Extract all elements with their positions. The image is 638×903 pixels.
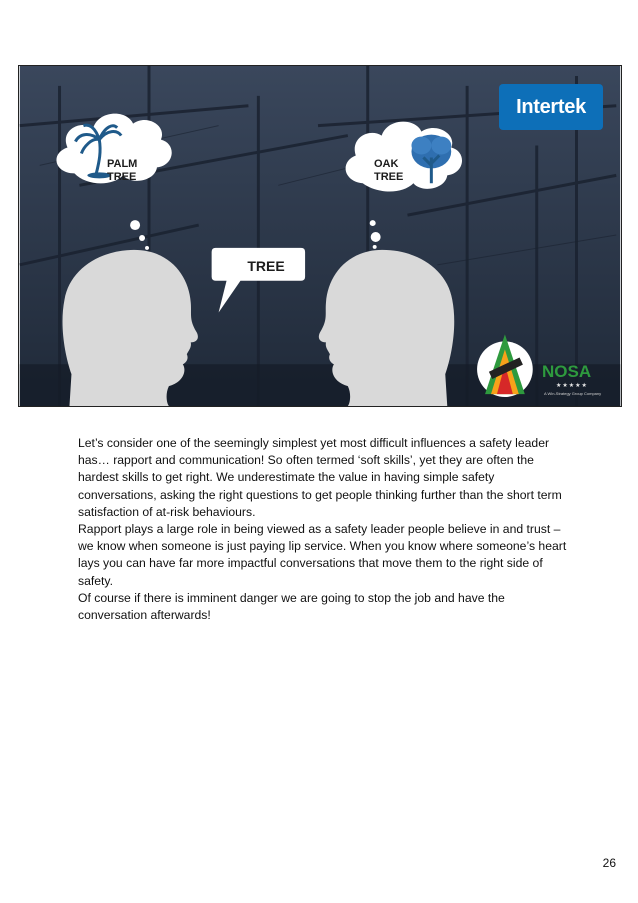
thought-right-line-1: OAK	[374, 158, 399, 170]
intertek-logo-text: Intertek	[516, 95, 586, 118]
paragraph-1: Let’s consider one of the seemingly simplest yet most difficult influences a safety leader has… rapport and communication! So often termed ‘soft skills’, yet they are often the hardest skills to get right. We underestimate the value in having simple safety conversations, asking the right questions to get people thinking further than the short term satisfaction of at-risk behaviours.	[78, 436, 562, 519]
thought-right-line-2: TREE	[374, 171, 404, 183]
nosa-tagline: A Win-Strategy Group Company	[544, 391, 602, 396]
body-text	[78, 435, 568, 624]
thought-text-left	[107, 158, 137, 184]
slide-image	[18, 65, 622, 407]
paragraph-3: Of course if there is imminent danger we are going to stop the job and have the conversation afterwards!	[78, 590, 505, 623]
paragraph-2: Rapport plays a large role in being viewed as a safety leader people believe in and trust – we know when someone is just paying lip service. When you know where someone’s heart lays you can have far more impactful conversations that move them to the right side of safety.	[78, 522, 567, 588]
thought-left-line-1: PALM	[107, 158, 138, 170]
thought-text-right	[374, 158, 403, 184]
thought-left-line-2: TREE	[107, 171, 137, 183]
intertek-logo	[499, 84, 603, 130]
nosa-stars: ★★★★★	[556, 382, 588, 389]
speech-bubble-text: TREE	[247, 258, 285, 274]
page-number: 26	[602, 856, 616, 870]
nosa-logo-text: NOSA	[542, 362, 592, 381]
